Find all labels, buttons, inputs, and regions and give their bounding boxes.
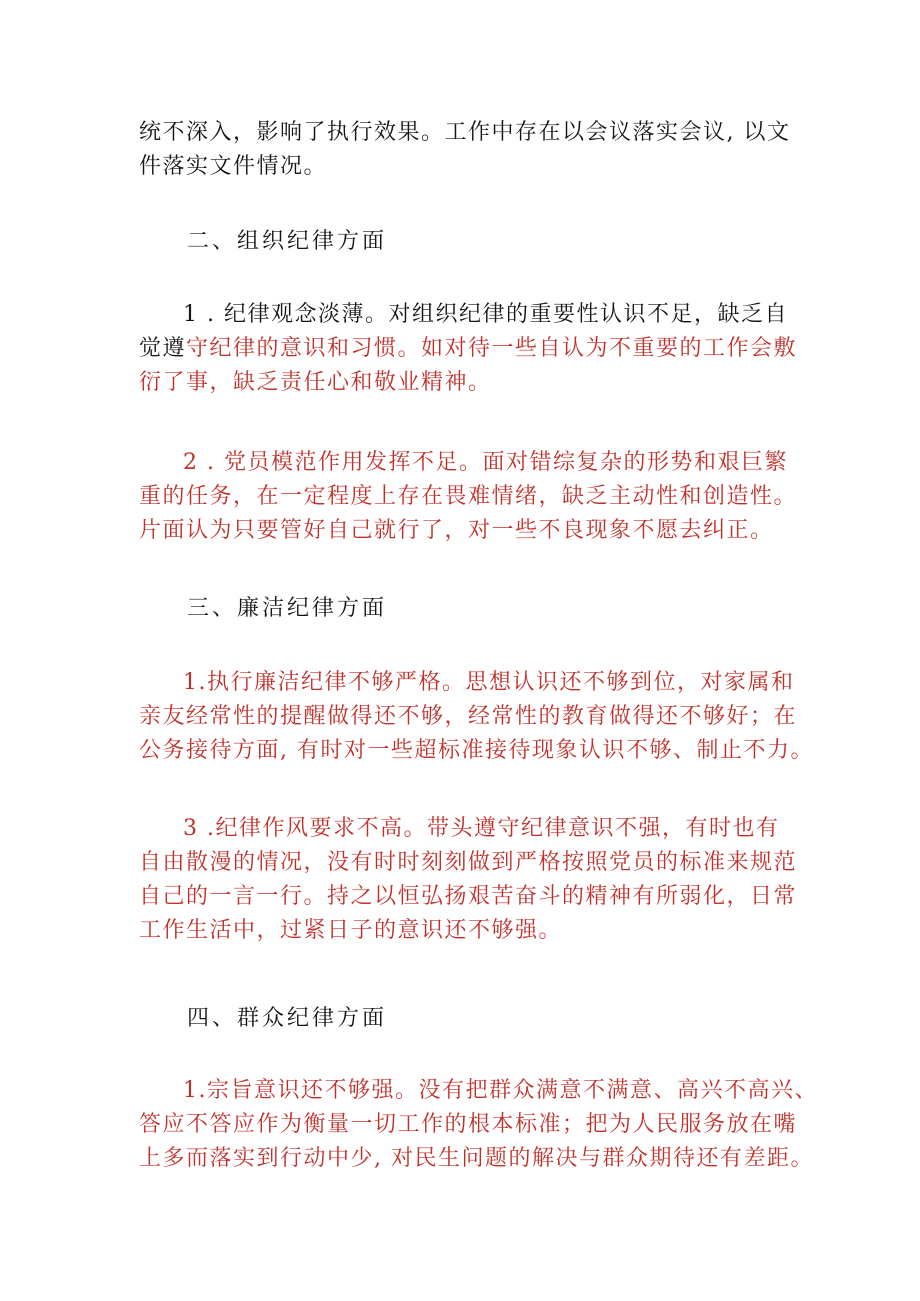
text-line: 衍了事，缺乏责任心和敬业精神。 xyxy=(139,370,492,395)
text-line: 上多而落实到行动中少, 对民生问题的解决与群众期待还有差距。 xyxy=(139,1146,814,1171)
section-heading-integrity: 三、廉洁纪律方面 xyxy=(187,596,388,621)
text-fragment: 守纪律的意识和习惯。如对待一些自认为不重要的工作会敷 xyxy=(186,336,798,361)
text-line: 答应不答应作为衡量一切工作的根本标准；把为人民服务放在嘴 xyxy=(139,1112,798,1137)
paragraph-purpose-awareness xyxy=(139,1074,818,1176)
intro-paragraph xyxy=(139,116,789,184)
text-fragment: 觉遵 xyxy=(139,336,187,361)
text-line-mixed xyxy=(139,332,798,366)
text-line: 自己的一言一行。持之以恒弘扬艰苦奋斗的精神有所弱化，日常 xyxy=(139,884,798,909)
paragraph-discipline-awareness xyxy=(139,298,798,400)
text-line: 1.执行廉洁纪律不够严格。思想认识还不够到位，对家属和 xyxy=(183,670,795,695)
text-line: 重的任务，在一定程度上存在畏难情绪，缺乏主动性和创造性。 xyxy=(139,484,798,509)
section-heading-organization: 二、组织纪律方面 xyxy=(187,229,388,254)
text-line: 统不深入，影响了执行效果。工作中存在以会议落实会议, 以文 xyxy=(139,120,791,145)
section-heading-mass: 四、群众纪律方面 xyxy=(187,1006,388,1031)
text-line: 件落实文件情况。 xyxy=(139,154,328,179)
text-line: 公务接待方面, 有时对一些超标准接待现象认识不够、制止不力。 xyxy=(139,738,814,763)
text-line: 1.宗旨意识还不够强。没有把群众满意不满意、高兴不高兴、 xyxy=(183,1078,818,1103)
text-line: 2 . 党员模范作用发挥不足。面对错综复杂的形势和艰巨繁 xyxy=(183,450,788,475)
paragraph-integrity-discipline xyxy=(139,666,814,768)
text-line: 片面认为只要管好自己就行了，对一些不良现象不愿去纠正。 xyxy=(139,518,774,543)
text-line: 1 . 纪律观念淡薄。对组织纪律的重要性认识不足，缺乏自 xyxy=(183,302,788,327)
text-line: 自由散漫的情况，没有时时刻刻做到严格按照党员的标准来规范 xyxy=(139,850,798,875)
text-line: 3 .纪律作风要求不高。带头遵守纪律意识不强，有时也有 xyxy=(183,816,780,841)
paragraph-party-member-role xyxy=(139,446,798,548)
text-line: 亲友经常性的提醒做得还不够，经常性的教育做得还不够好；在 xyxy=(139,704,798,729)
text-line: 工作生活中，过紧日子的意识还不够强。 xyxy=(139,918,563,943)
paragraph-discipline-style xyxy=(139,812,798,948)
